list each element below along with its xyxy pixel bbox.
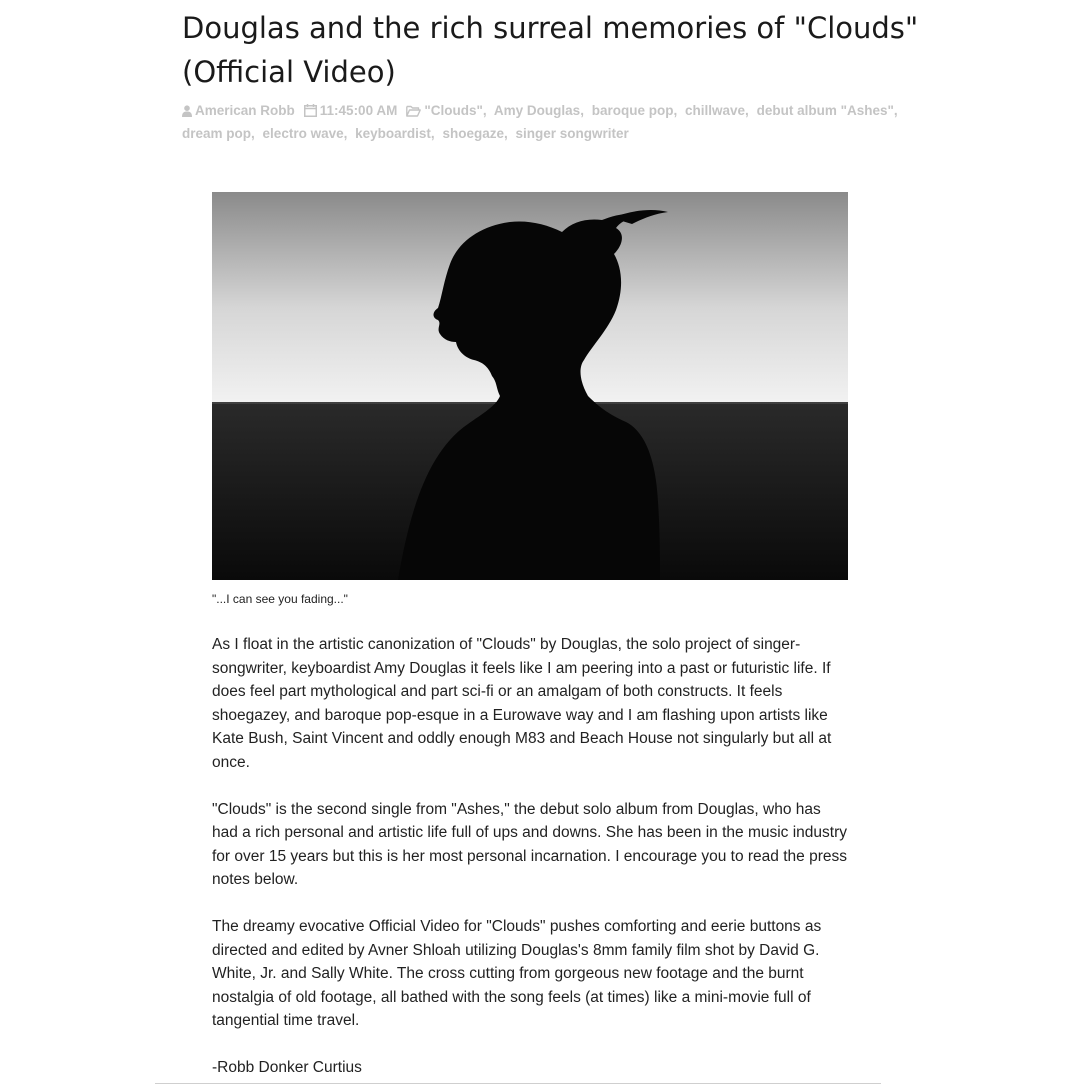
user-icon bbox=[182, 102, 192, 123]
post-meta bbox=[182, 100, 932, 144]
label-link[interactable]: "Clouds" bbox=[424, 103, 483, 118]
author-link[interactable]: American Robb bbox=[195, 103, 295, 118]
label-link[interactable]: electro wave bbox=[262, 126, 344, 141]
label-link[interactable]: dream pop bbox=[182, 126, 252, 141]
label-link[interactable]: singer songwriter bbox=[515, 126, 629, 141]
label-separator: , bbox=[580, 103, 584, 118]
label-separator: , bbox=[482, 103, 487, 118]
label-separator: , bbox=[745, 103, 749, 118]
label-link[interactable]: Amy Douglas bbox=[493, 103, 581, 118]
label-separator: , bbox=[343, 126, 348, 141]
folder-icon bbox=[406, 102, 421, 123]
post-time-link[interactable]: 11:45:00 AM bbox=[319, 103, 398, 118]
label-separator: , bbox=[893, 103, 898, 118]
label-separator: , bbox=[430, 126, 435, 141]
label-separator: , bbox=[251, 126, 255, 141]
label-link[interactable]: baroque pop bbox=[591, 103, 674, 118]
post-title: Douglas and the rich surreal memories of "Clouds" (Official Video) bbox=[182, 11, 919, 89]
bottom-divider bbox=[155, 1083, 881, 1084]
post-signature: -Robb Donker Curtius bbox=[212, 1059, 362, 1076]
label-separator: , bbox=[503, 126, 508, 141]
post-body bbox=[212, 633, 848, 1086]
label-separator: , bbox=[673, 103, 678, 118]
post-paragraph: As I float in the artistic canonization of "Clouds" by Douglas, the solo project of singer-songwriter, keyboardist Amy Douglas it feels like I am peering into a past or futuristic life. If does feel part mythological and part sci-fi or an amalgam of both constructs. It feels shoegazey, and baroque pop-esque in a Eurowave way and I am flashing upon artists like Kate Bush, Saint Vincent and oddly enough M83 and Beach House not singularly but all at once. bbox=[212, 636, 832, 771]
label-link[interactable]: shoegaze bbox=[442, 126, 504, 141]
calendar-icon bbox=[304, 102, 317, 123]
label-link[interactable]: keyboardist bbox=[355, 126, 431, 141]
post-paragraph: "Clouds" is the second single from "Ashes," the debut solo album from Douglas, who has had a rich personal and artistic life full of ups and downs. She has been in the music industry for over 15 years but this is her most personal incarnation. I encourage you to read the press notes below. bbox=[212, 800, 848, 888]
label-link[interactable]: debut album "Ashes" bbox=[756, 103, 894, 118]
label-link[interactable]: chillwave bbox=[685, 103, 746, 118]
image-caption: "...I can see you fading..." bbox=[212, 592, 348, 606]
post-image[interactable] bbox=[212, 192, 848, 580]
post-paragraph: The dreamy evocative Official Video for "Clouds" pushes comforting and eerie buttons as directed and edited by Avner Shloah utilizing Douglas's 8mm family film shot by David G. White, Jr. and Sally White. The cross cutting from gorgeous new footage and the burnt nostalgia of old footage, all bathed with the song feels (at times) like a mini-movie full of tangential time travel. bbox=[212, 918, 822, 1029]
